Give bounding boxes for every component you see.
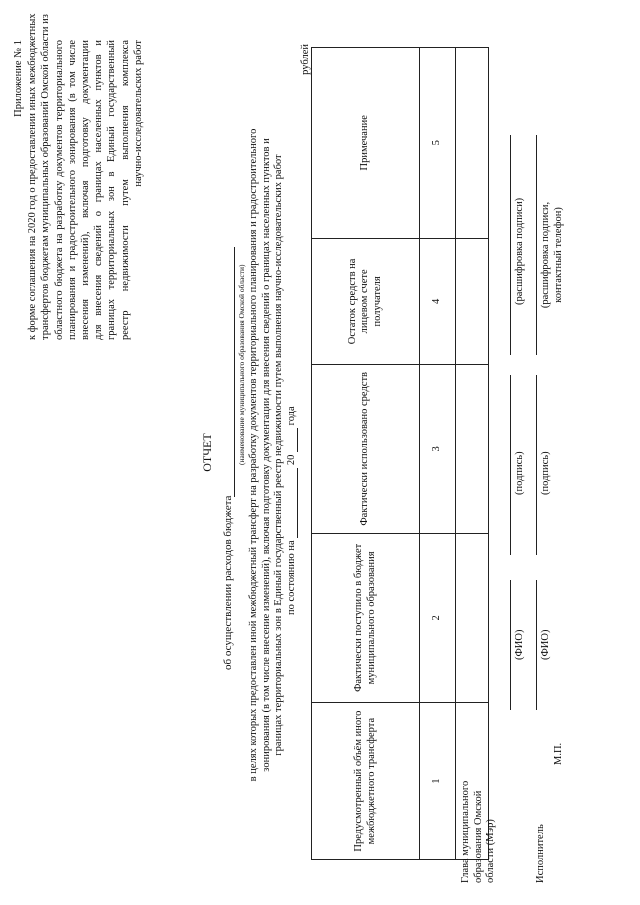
col-number: 1 — [420, 703, 456, 860]
purpose-line: границах территориальных зон в Единый государственный реестр недвижимости путем выполнения научно-исследовательских работ — [273, 154, 285, 756]
header-received: Фактически поступило в бюджет муниципального образования — [312, 533, 420, 703]
municipality-hint: (наименование муниципального образования Омской области) — [237, 264, 246, 465]
year-suffix: года — [286, 406, 297, 426]
as-of-prefix: по состоянию на — [286, 540, 297, 615]
head-label: Глава муниципального образования Омской области (Мэр) — [460, 780, 496, 883]
table-cell — [456, 238, 489, 365]
header-planned: Предусмотренный объём иного межбюджетного трансферта — [312, 703, 420, 860]
table-row — [456, 48, 489, 860]
exec-sign-line — [536, 375, 537, 555]
table-cell — [456, 365, 489, 533]
report-subtitle: об осуществлении расходов бюджета — [222, 495, 234, 670]
table-cell — [456, 533, 489, 703]
as-of-date — [286, 406, 298, 615]
exec-label: Исполнитель — [535, 824, 546, 883]
head-sign-line — [510, 375, 511, 555]
table-cell — [456, 48, 489, 239]
appendix-line: к форме соглашения на 2020 год о предоставлении иных межбюджетных — [27, 13, 39, 340]
purpose-line: в целях которых предоставлен иной межбюджетный трансферт на разработку документов территориального планирования и градостроительного — [248, 128, 259, 782]
year-prefix: 20 — [286, 454, 297, 466]
municipality-line — [234, 247, 235, 497]
head-decode-hint: (расшифровка подписи) — [514, 197, 525, 305]
exec-fio-line — [536, 580, 537, 710]
header-balance: Остаток средств на лицевом счете получателя — [312, 238, 420, 365]
appendix-block — [12, 13, 145, 340]
table-number-row — [420, 48, 456, 860]
appendix-line: планирования и градостроительного зонирования (в том числе — [66, 40, 78, 340]
appendix-title: Приложение № 1 — [13, 40, 24, 117]
report-table — [311, 47, 489, 860]
col-number: 4 — [420, 238, 456, 365]
head-fio-line — [510, 580, 511, 710]
head-decode-line — [510, 135, 511, 355]
date-blank — [286, 468, 298, 538]
col-number: 2 — [420, 533, 456, 703]
purpose-line: зонирования (в том числе внесение изменений), включая подготовку документации для внесения сведений о границах населенных пунктов и — [260, 138, 272, 772]
appendix-line: границах территориальных зон в Единый государственный — [106, 40, 118, 340]
head-fio-hint: (ФИО) — [514, 629, 525, 660]
appendix-line: внесения изменений), включая подготовку документации — [80, 40, 92, 340]
appendix-line: для внесения сведений о границах населенных пунктов и — [93, 40, 105, 340]
year-blank — [286, 428, 298, 452]
table-header-row — [312, 48, 420, 860]
head-sign-hint: (подпись) — [514, 451, 525, 495]
col-number: 5 — [420, 48, 456, 239]
exec-decode-line — [536, 135, 537, 355]
report-purpose — [248, 45, 286, 865]
header-note: Примечание — [312, 48, 420, 239]
currency-label: рублей — [300, 44, 311, 75]
exec-sign-hint: (подпись) — [540, 451, 551, 495]
exec-fio-hint: (ФИО) — [540, 629, 551, 660]
stamp-label: М.П. — [553, 742, 564, 765]
col-number: 3 — [420, 365, 456, 533]
appendix-line: областного бюджета на разработку документов территориального — [53, 40, 65, 340]
appendix-line: реестр недвижимости путем выполнения комплекса — [119, 40, 131, 340]
appendix-line: научно-исследовательских работ — [132, 40, 144, 187]
report-title: ОТЧЕТ — [200, 433, 214, 472]
exec-decode-hint: (расшифровка подписи, контактный телефон) — [540, 201, 564, 309]
appendix-line: трансфертов бюджетам муниципальных образований Омской области из — [40, 14, 52, 340]
header-used: Фактически использовано средств — [312, 365, 420, 533]
